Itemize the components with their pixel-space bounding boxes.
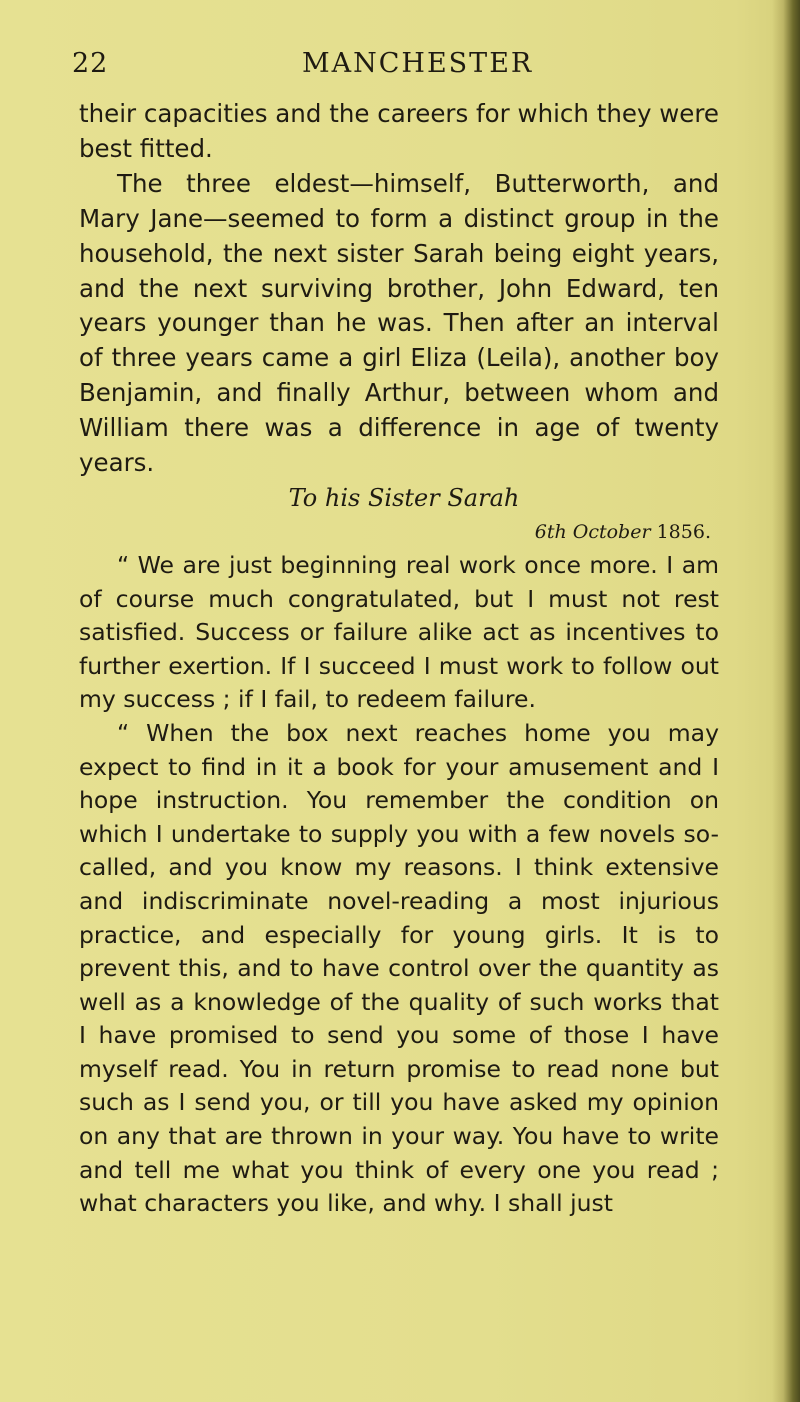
letter-dateline xyxy=(79,515,719,549)
paragraph-family: The three eldest—himself, Butterworth, and Mary Jane—seemed to form a distinct group in the household, the next sister Sarah being eight years, and the next surviving brother, John Edward, ten years younger than he was. Then after an interval of three years came a girl Eliza (Leila), another boy Benjamin, and finally Arthur, between whom and William there was a difference in age of twenty years. xyxy=(79,168,719,478)
letter-heading: To his Sister Sarah xyxy=(288,483,520,512)
paragraph-continuation: their capacities and the careers for which they were best fitted. xyxy=(79,99,719,163)
page-edge xyxy=(772,0,800,1402)
running-head xyxy=(72,48,732,84)
letter-year: 1856. xyxy=(656,520,711,543)
letter-paragraph-1: “ We are just beginning real work once more. I am of course much congratulated, but I must not rest satisfied. Success or failure alike act as incentives to further exertion. If I succeed I must work to follow out my success ; if I fail, to redeem failure. xyxy=(79,550,719,714)
page-number: 22 xyxy=(72,48,109,79)
body-text xyxy=(79,97,719,1221)
running-title: MANCHESTER xyxy=(302,48,534,79)
letter-paragraph-2: “ When the box next reaches home you may expect to find in it a book for your amusement and I hope instruction. You remember the condition on which I undertake to supply you with a few novels so-called, and you know my reasons. I think extensive and indiscriminate novel-reading a most injurious practice, and especially for young girls. It is to prevent this, and to have control over the quantity as well as a knowledge of the quality of such works that I have promised to send you some of those I have myself read. You in return promise to read none but such as I send you, or till you have asked my opinion on any that are thrown in your way. You have to write and tell me what you think of every one you read ; what characters you like, and why. I shall just xyxy=(79,718,719,1218)
letter-date: 6th October xyxy=(534,520,651,543)
